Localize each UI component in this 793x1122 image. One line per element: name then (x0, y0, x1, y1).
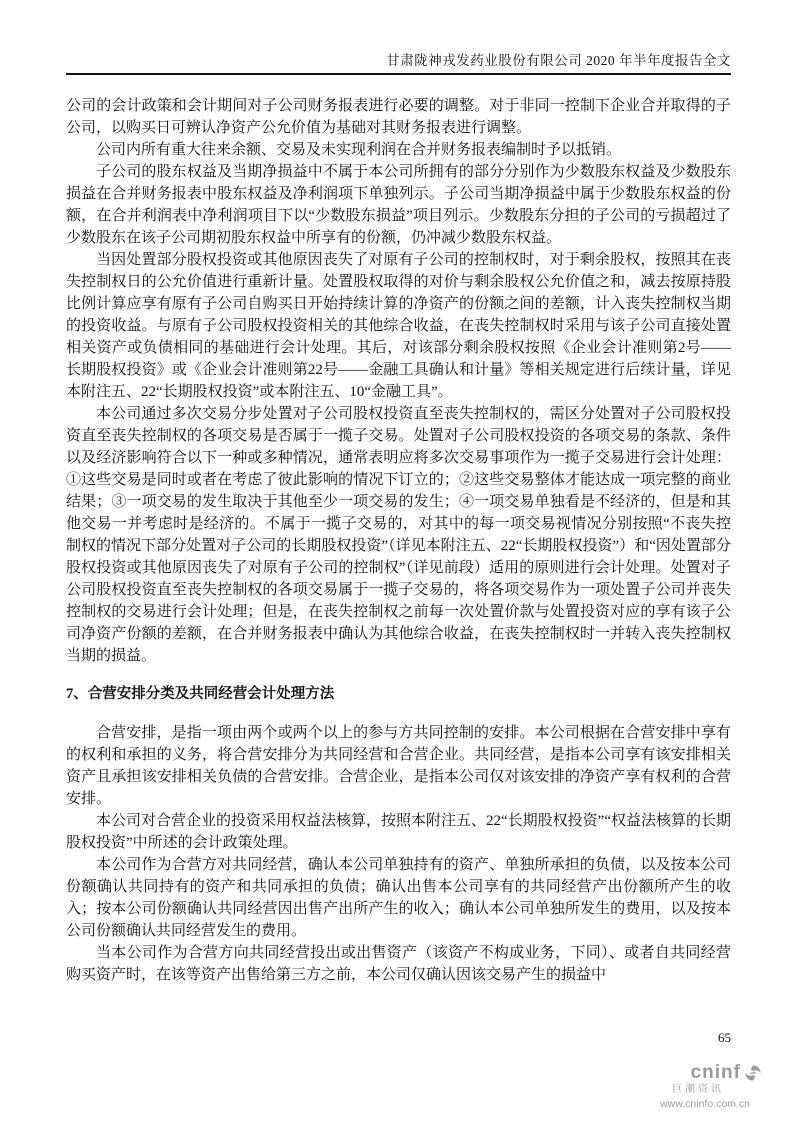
paragraph: 当因处置部分股权投资或其他原因丧失了对原有子公司的控制权时，对于剩余股权，按照其在丧失控制权日的公允价值进行重新计量。处置股权取得的对价与剩余股权公允价值之和，减去按原持股比例计算应享有原有子公司自购买日开始持续计算的净资产的份额之间的差额，计入丧失控制权当期的投资收益。与原有子公司股权投资相关的其他综合收益，在丧失控制权时采用与该子公司直接处置相关资产或负债相同的基础进行会计处理。其后，对该部分剩余股权按照《企业会计准则第2号——长期股权投资》或《企业会计准则第22号——金融工具确认和计量》等相关规定进行后续计量，详见本附注五、22“长期股权投资”或本附注五、10“金融工具”。 (66, 252, 731, 400)
document-body (0, 75, 793, 986)
section-heading: 7、合营安排分类及共同经营会计处理方法 (66, 686, 335, 702)
paragraph: 本公司对合营企业的投资采用权益法核算，按照本附注五、22“长期股权投资”“权益法核算的长期股权投资”中所述的会计政策处理。 (66, 813, 731, 851)
paragraph: 合营安排，是指一项由两个或两个以上的参与方共同控制的安排。本公司根据在合营安排中享有的权利和承担的义务，将合营安排分为共同经营和合营企业。共同经营，是指本公司享有该安排相关资产且承担该安排相关负债的合营安排。合营企业，是指本公司仅对该安排的净资产享有权利的合营安排。 (66, 725, 731, 807)
paragraph: 公司内所有重大往来余额、交易及未实现利润在合并财务报表编制时予以抵销。 (96, 142, 622, 158)
cninfo-logo-subtitle: 巨潮资讯 (672, 1084, 724, 1096)
cninfo-logo-text: cninf (690, 1061, 741, 1083)
page-number: 65 (718, 1030, 731, 1045)
paragraph: 本公司作为合营方对共同经营，确认本公司单独持有的资产、单独所承担的负债，以及按本公司份额确认共同持有的资产和共同承担的负债；确认出售本公司享有的共同经营产出份额所产生的收入；按本公司份额确认共同经营因出售产出所产生的收入；确认本公司单独所发生的费用，以及按本公司份额确认共同经营发生的费用。 (66, 857, 731, 939)
cninfo-logo-url: www.cninfo.com.cn (660, 1097, 750, 1110)
cninfo-swirl-icon (743, 1063, 763, 1083)
page-header (0, 0, 793, 75)
paragraph: 子公司的股东权益及当期净损益中不属于本公司所拥有的部分分别作为少数股东权益及少数股东损益在合并财务报表中股东权益及净利润项下单独列示。子公司当期净损益中属于少数股东权益的份额，在合并利润表中净利润项目下以“少数股东损益”项目列示。少数股东分担的子公司的亏损超过了少数股东在该子公司期初股东权益中所享有的份额，仍冲减少数股东权益。 (66, 164, 731, 246)
paragraph: 本公司通过多次交易分步处置对子公司股权投资直至丧失控制权的，需区分处置对子公司股权投资直至丧失控制权的各项交易是否属于一揽子交易。处置对子公司股权投资的各项交易的条款、条件以及经济影响符合以下一种或多种情况，通常表明应将多次交易事项作为一揽子交易进行会计处理：①这些交易是同时或者在考虑了彼此影响的情况下订立的；②这些交易整体才能达成一项完整的商业结果；③一项交易的发生取决于其他至少一项交易的发生；④一项交易单独看是不经济的，但是和其他交易一并考虑时是经济的。不属于一揽子交易的，对其中的每一项交易视情况分别按照“不丧失控制权的情况下部分处置对子公司的长期股权投资”（详见本附注五、22“长期股权投资”）和“因处置部分股权投资或其他原因丧失了对原有子公司的控制权”（详见前段）适用的原则进行会计处理。处置对子公司股权投资直至丧失控制权的各项交易属于一揽子交易的，将各项交易作为一项处置子公司并丧失控制权的交易进行会计处理；但是，在丧失控制权之前每一次处置价款与处置投资对应的享有该子公司净资产份额的差额，在合并财务报表中确认为其他综合收益，在丧失控制权时一并转入丧失控制权当期的损益。 (66, 406, 731, 664)
paragraph: 公司的会计政策和会计期间对子公司财务报表进行必要的调整。对于非同一控制下企业合并取得的子公司，以购买日可辨认净资产公允价值为基础对其财务报表进行调整。 (66, 98, 731, 136)
paragraph: 当本公司作为合营方向共同经营投出或出售资产（该资产不构成业务，下同）、或者自共同经营购买资产时，在该等资产出售给第三方之前，本公司仅确认因该交易产生的损益中 (66, 945, 731, 983)
cninfo-logo-row (637, 1062, 777, 1084)
report-header-title: 甘肃陇神戎发药业股份有限公司 2020 年半年度报告全文 (386, 53, 731, 68)
cninfo-logo (637, 1062, 777, 1110)
